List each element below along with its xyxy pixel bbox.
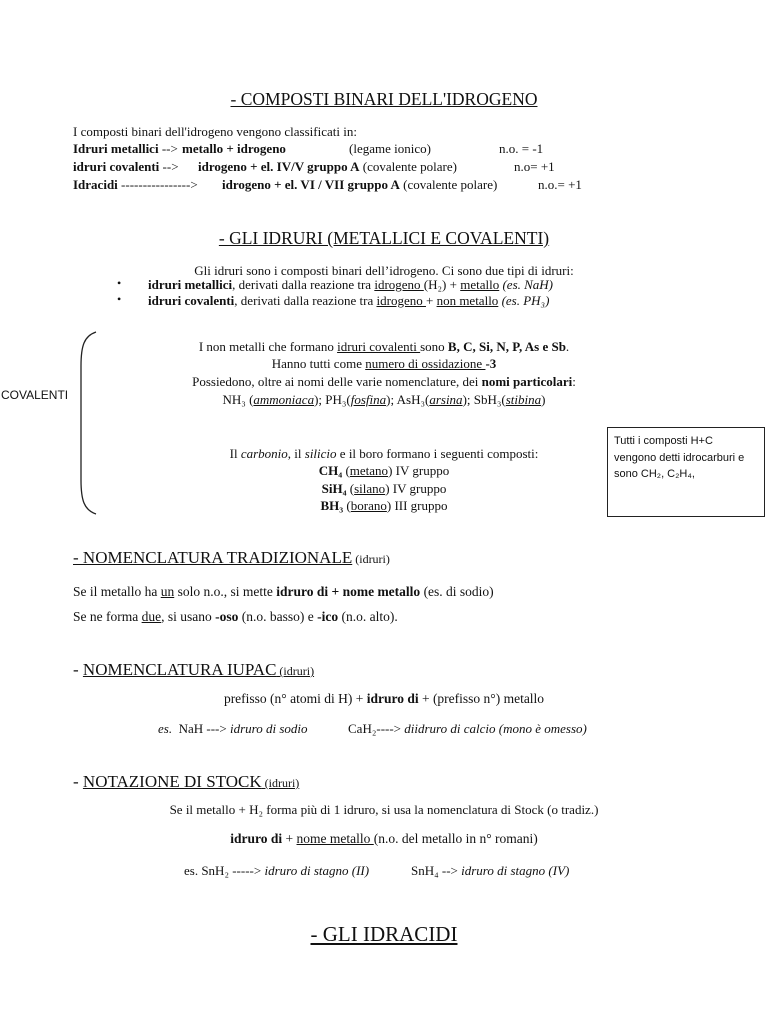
cov-l2-text: Hanno tutti come — [271, 356, 366, 371]
s3-l2-text3: (n.o. basso) e — [238, 609, 318, 624]
s5-ex-italic2: idruro di stagno (IV) — [457, 863, 570, 878]
cov-line-formule — [0, 392, 768, 408]
s3-l1-text2: solo n.o., si mette — [174, 584, 277, 599]
s1-row-no: n.o= +1 — [514, 159, 555, 174]
cov-l4-n2: fosfina — [350, 392, 387, 407]
s1-row-note: (covalente polare) — [403, 177, 498, 192]
s2-bullet-metallici — [148, 277, 553, 293]
s5-dash: - — [73, 772, 83, 791]
compound-name: borano — [350, 498, 387, 513]
s1-row-formula: idrogeno + el. VI / VII gruppo A — [222, 177, 400, 192]
s4-example-1 — [158, 721, 308, 737]
s4-suffix: (idruri) — [276, 664, 315, 678]
s2-b2-underline2: non metallo — [436, 293, 499, 308]
compound-post: ) IV gruppo — [388, 463, 450, 478]
cov-l2-underline: numero di ossidazione — [365, 356, 486, 371]
s5-l2-bold: idruro di — [230, 831, 283, 846]
s1-row-name: Idracidi — [73, 177, 118, 192]
compound-name: metano — [349, 463, 389, 478]
s1-row-formula: idrogeno + el. IV/V gruppo A — [198, 159, 360, 174]
cov-l1-underline: idruri covalenti — [337, 339, 421, 354]
cov-l5-italic2: silicio — [304, 446, 337, 461]
cov-l4-f5: ) — [541, 392, 546, 407]
cov-l5-text: Il — [229, 446, 241, 461]
s2-b1-bold: idruri metallici — [148, 277, 233, 292]
s1-row-arrow: ----------------> — [117, 177, 198, 192]
s1-row-formula-note — [198, 159, 457, 175]
s2-b1-text: , derivati dalla reazione tra — [232, 277, 375, 292]
compound-pre: ( — [342, 463, 350, 478]
cov-l4-f1: NH₃ ( — [222, 392, 254, 407]
s3-l1-text3: (es. di sodio) — [420, 584, 494, 599]
section-title-idracidi: - GLI IDRACIDI — [310, 922, 458, 946]
s3-l2-underline: due — [141, 609, 162, 624]
s3-title: - NOMENCLATURA TRADIZIONALE — [73, 548, 353, 567]
s1-row-name: Idruri metallici — [73, 141, 159, 156]
s1-row-no: n.o.= +1 — [538, 177, 582, 192]
section-title-idruri: - GLI IDRURI (METALLICI E COVALENTI) — [218, 228, 550, 248]
cov-l1-bold: B, C, Si, N, P, As e Sb — [447, 339, 566, 354]
s2-b2-underline: idrogeno — [376, 293, 426, 308]
s2-bullet-covalenti — [148, 293, 549, 309]
compound-post: ) IV gruppo — [385, 481, 447, 496]
cov-l5-text2: , il — [287, 446, 305, 461]
s2-b1-example: (es. NaH) — [499, 277, 554, 292]
cov-l4-f2: ); PH₃( — [314, 392, 351, 407]
cov-l4-f3: ); AsH₃( — [386, 392, 430, 407]
s5-ex-formula2: SnH₄ --> — [411, 863, 458, 878]
s3-l2-text: Se ne forma — [73, 609, 142, 624]
s1-intro: I composti binari dell'idrogeno vengono classificati in: — [73, 124, 357, 139]
s5-l2-text2: (n.o. del metallo in n° romani) — [373, 831, 538, 846]
s4-example-2 — [348, 721, 587, 737]
cov-l5-italic: carbonio — [240, 446, 288, 461]
s3-l2-bold2: -ico — [317, 609, 339, 624]
s3-line-1 — [73, 584, 494, 600]
s5-suffix: (idruri) — [261, 776, 300, 790]
compound-post: ) III gruppo — [386, 498, 448, 513]
s3-l1-text: Se il metallo ha — [73, 584, 161, 599]
s5-ex-italic: idruro di stagno (II) — [261, 863, 370, 878]
s3-line-2 — [73, 609, 398, 625]
cov-l4-n4: stibina — [505, 392, 542, 407]
s1-row-formula-note — [222, 177, 497, 193]
compound-pre: ( — [346, 481, 355, 496]
section-title-composti-binari: - COMPOSTI BINARI DELL'IDROGENO — [230, 89, 538, 109]
s3-l1-bold: idruro di + nome metallo — [276, 584, 421, 599]
side-label-covalenti: COVALENTI — [1, 388, 69, 402]
bullet-icon: • — [117, 276, 122, 290]
s2-b1-text2: (H₂) + — [423, 277, 461, 292]
s4-formula-bold: idruro di — [366, 691, 419, 706]
section-title-tradizionale — [73, 547, 390, 570]
compound-formula: CH₄ — [318, 463, 343, 478]
note-box-idrocarburi: Tutti i composti H+C vengono detti idrocarburi e sono CH₂, C₂H₄, — [607, 427, 765, 517]
compound-formula: BH₃ — [320, 498, 344, 513]
s4-formula — [0, 691, 768, 707]
cov-l4-n1: ammoniaca — [253, 392, 315, 407]
compound-pre: ( — [343, 498, 351, 513]
cov-l5-text3: e il boro formano i seguenti composti: — [336, 446, 539, 461]
s2-b2-text: , derivati dalla reazione tra — [234, 293, 377, 308]
s1-row-idracidi — [73, 177, 198, 193]
cov-l3-bold: nomi particolari — [481, 374, 573, 389]
s2-b2-text2: + — [425, 293, 437, 308]
cov-l2-bold: -3 — [485, 356, 497, 371]
s1-row-idruri-covalenti — [73, 159, 179, 175]
s4-ex-italic2: diidruro di calcio (mono è omesso) — [401, 721, 587, 736]
cov-l3-text2: : — [572, 374, 576, 389]
s2-b2-bold: idruri covalenti — [148, 293, 235, 308]
s3-l2-text4: (n.o. alto). — [338, 609, 398, 624]
cov-line-ossidazione — [0, 356, 768, 372]
s5-example-2 — [411, 863, 569, 879]
cov-l3-text: Possiedono, oltre ai nomi delle varie nomenclature, dei — [192, 374, 482, 389]
s1-row-idruri-metallici — [73, 141, 178, 157]
s4-formula-text2: + (prefisso n°) metallo — [418, 691, 545, 706]
section-title-iupac — [73, 659, 314, 682]
s2-intro: Gli idruri sono i composti binari dell’idrogeno. Ci sono due tipi di idruri: — [194, 263, 574, 278]
s1-row-name: idruri covalenti — [73, 159, 160, 174]
s5-line-2 — [0, 831, 768, 847]
bullet-icon: • — [117, 292, 122, 306]
s5-example-1 — [184, 863, 369, 879]
s4-ex-italic: idruro di sodio — [226, 721, 308, 736]
s4-title: NOMENCLATURA IUPAC — [82, 660, 277, 679]
s4-ex-formula: NaH ---> — [178, 721, 227, 736]
s1-row-arrow: --> — [159, 159, 179, 174]
cov-line-nomi-particolari — [0, 374, 768, 390]
s3-l2-bold: -oso — [215, 609, 239, 624]
s3-suffix: (idruri) — [352, 552, 390, 566]
cov-l1-text3: . — [565, 339, 570, 354]
s1-row-note: (legame ionico) — [349, 141, 431, 156]
s1-row-formula: metallo + idrogeno — [182, 141, 286, 156]
s5-l2-text: + — [282, 831, 297, 846]
s2-b1-underline: idrogeno — [374, 277, 424, 292]
s5-title: NOTAZIONE DI STOCK — [82, 772, 262, 791]
s2-b2-example: (es. PH₃) — [498, 293, 550, 308]
s3-l1-underline: un — [160, 584, 175, 599]
cov-l1-text: I non metalli che formano — [198, 339, 338, 354]
s1-row-arrow: --> — [158, 141, 178, 156]
s4-ex-es: es. — [158, 721, 173, 736]
s2-b1-underline2: metallo — [460, 277, 500, 292]
s3-l2-text2: , si usano — [161, 609, 216, 624]
cov-l4-n3: arsina — [429, 392, 463, 407]
s4-ex-formula2: CaH₂----> — [348, 721, 402, 736]
cov-line-non-metalli — [0, 339, 768, 355]
s5-l2-underline: nome metallo — [296, 831, 374, 846]
s5-ex-formula: es. SnH₂ -----> — [184, 863, 262, 878]
compound-formula: SiH₄ — [321, 481, 347, 496]
s1-row-note: (covalente polare) — [362, 159, 457, 174]
compound-name: silano — [354, 481, 386, 496]
section-title-stock — [73, 771, 299, 794]
s4-formula-text: prefisso (n° atomi di H) + — [223, 691, 367, 706]
cov-l1-text2: sono — [420, 339, 448, 354]
s1-row-no: n.o. = -1 — [499, 141, 544, 156]
s5-line-1: Se il metallo + H₂ forma più di 1 idruro, si usa la nomenclatura di Stock (o tradiz.) — [169, 802, 599, 817]
cov-l4-f4: ); SbH₃( — [462, 392, 506, 407]
s4-dash: - — [73, 660, 83, 679]
